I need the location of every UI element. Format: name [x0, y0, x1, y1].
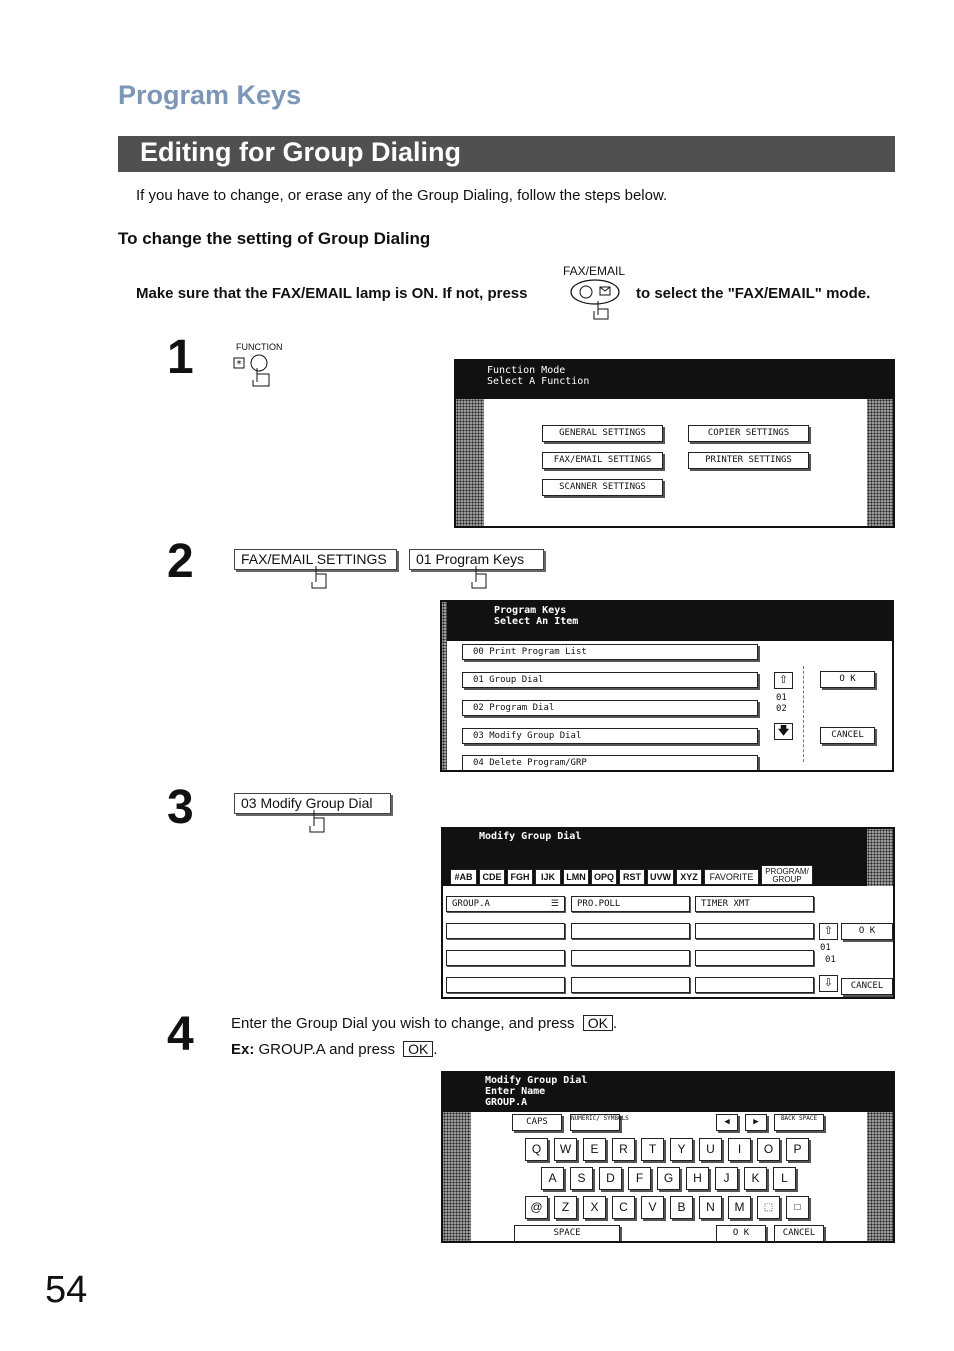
screen-title-line: Program Keys: [494, 605, 567, 616]
fax-email-label: FAX/EMAIL: [563, 264, 626, 278]
key-i[interactable]: I: [728, 1138, 751, 1161]
program-item-row[interactable]: 04 Delete Program/GRP: [462, 755, 758, 771]
key-o[interactable]: O: [757, 1138, 780, 1161]
entry-empty[interactable]: [695, 950, 814, 966]
page-indicator: 01 01: [820, 943, 836, 965]
tab-opq[interactable]: OPQ: [591, 869, 617, 885]
key-m[interactable]: M: [728, 1196, 751, 1219]
program-item-row[interactable]: 03 Modify Group Dial: [462, 728, 758, 744]
cursor-left-icon[interactable]: ◀: [716, 1114, 738, 1131]
ok-button[interactable]: O K: [841, 923, 893, 940]
step-3-number: 3: [167, 781, 194, 834]
space-button[interactable]: SPACE: [514, 1225, 620, 1242]
banner-title: Editing for Group Dialing: [140, 137, 461, 167]
tab-cde[interactable]: CDE: [479, 869, 505, 885]
entry-empty[interactable]: [571, 950, 690, 966]
ok-button[interactable]: O K: [820, 671, 875, 688]
dotted-square-icon[interactable]: ⬚: [757, 1196, 780, 1219]
cancel-button[interactable]: CANCEL: [774, 1225, 824, 1242]
key-s[interactable]: S: [570, 1167, 593, 1190]
screen-side-panel: [456, 399, 484, 528]
page-indicator: 01 02: [776, 693, 787, 714]
key-u[interactable]: U: [699, 1138, 722, 1161]
svg-text:*: *: [236, 359, 242, 370]
step-4-example: Ex: GROUP.A and press OK .: [231, 1041, 438, 1058]
subheading: To change the setting of Group Dialing: [118, 229, 431, 248]
key-k[interactable]: K: [744, 1167, 767, 1190]
tab-ijk[interactable]: IJK: [535, 869, 561, 885]
caps-button[interactable]: CAPS: [512, 1114, 562, 1131]
key-r[interactable]: R: [612, 1138, 635, 1161]
tab-favorite[interactable]: FAVORITE: [704, 869, 759, 885]
key-a[interactable]: A: [541, 1167, 564, 1190]
entry-empty[interactable]: [571, 977, 690, 993]
ok-key-inline: OK: [403, 1041, 433, 1057]
ok-button[interactable]: O K: [716, 1225, 766, 1242]
function-label: FUNCTION: [236, 342, 283, 352]
cancel-button[interactable]: CANCEL: [820, 727, 875, 744]
key-v[interactable]: V: [641, 1196, 664, 1219]
numeric-symbols-button[interactable]: NUMERIC/ SYMBOLS: [570, 1114, 620, 1131]
entry-timer-xmt[interactable]: TIMER XMT: [695, 896, 814, 912]
step-4-number: 4: [167, 1008, 194, 1061]
screen-title-line: Enter Name: [485, 1086, 546, 1097]
scanner-settings-button[interactable]: SCANNER SETTINGS: [542, 479, 663, 496]
general-settings-button[interactable]: GENERAL SETTINGS: [542, 425, 663, 442]
fax-email-settings-key[interactable]: FAX/EMAIL SETTINGS: [234, 549, 397, 570]
modify-group-dial-key[interactable]: 03 Modify Group Dial: [234, 793, 391, 814]
cancel-button[interactable]: CANCEL: [841, 978, 893, 995]
key-t[interactable]: T: [641, 1138, 664, 1161]
program-keys-key[interactable]: 01 Program Keys: [409, 549, 544, 570]
scroll-up-icon[interactable]: ⇧: [774, 672, 793, 689]
program-keys-screen: [440, 600, 894, 772]
program-item-row[interactable]: 01 Group Dial: [462, 672, 758, 688]
group-icon: ☰: [550, 899, 559, 909]
key-x[interactable]: X: [583, 1196, 606, 1219]
press-hand-icon: [306, 810, 332, 836]
key-z[interactable]: Z: [554, 1196, 577, 1219]
backspace-button[interactable]: BACK SPACE: [774, 1114, 824, 1131]
tab-fgh[interactable]: FGH: [507, 869, 533, 885]
section-title: Program Keys: [118, 80, 302, 110]
entry-empty[interactable]: [446, 977, 565, 993]
step-2-number: 2: [167, 535, 194, 588]
key-c[interactable]: C: [612, 1196, 635, 1219]
entry-empty[interactable]: [446, 923, 565, 939]
entry-pro-poll[interactable]: PRO.POLL: [571, 896, 690, 912]
screen-title: Modify Group Dial: [479, 831, 582, 842]
underscore-box-icon[interactable]: □: [786, 1196, 809, 1219]
screen-title-line: Select A Function: [487, 376, 590, 387]
tab-ab[interactable]: #AB: [450, 869, 477, 885]
key-w[interactable]: W: [554, 1138, 577, 1161]
copier-settings-button[interactable]: COPIER SETTINGS: [688, 425, 809, 442]
screen-side-panel: [867, 1112, 893, 1243]
page-number: 54: [45, 1269, 88, 1311]
page-banner: [118, 136, 895, 172]
tab-lmn[interactable]: LMN: [563, 869, 589, 885]
tab-uvw[interactable]: UVW: [647, 869, 674, 885]
key-e[interactable]: E: [583, 1138, 606, 1161]
tab-rst[interactable]: RST: [619, 869, 645, 885]
program-item-row[interactable]: 00 Print Program List: [462, 644, 758, 660]
entry-empty[interactable]: [446, 950, 565, 966]
step-4-instruction: Enter the Group Dial you wish to change, and press OK .: [231, 1015, 618, 1032]
function-key-icon[interactable]: [233, 354, 281, 392]
fax-email-settings-button[interactable]: FAX/EMAIL SETTINGS: [542, 452, 663, 469]
key-y[interactable]: Y: [670, 1138, 693, 1161]
press-hand-icon: [468, 566, 494, 592]
screen-side-panel: [443, 1112, 471, 1243]
step-1-number: 1: [167, 331, 194, 384]
cursor-right-icon[interactable]: ▶: [745, 1114, 767, 1131]
entry-group-a[interactable]: GROUP.A ☰: [446, 896, 565, 912]
key-d[interactable]: D: [599, 1167, 622, 1190]
screen-side-panel: [442, 602, 447, 772]
tab-xyz[interactable]: XYZ: [676, 869, 702, 885]
key-at[interactable]: @: [525, 1196, 548, 1219]
divider: [803, 666, 804, 762]
screen-title-line: Function Mode: [487, 365, 566, 376]
screen-title-line: GROUP.A: [485, 1097, 528, 1108]
entry-empty[interactable]: [695, 977, 814, 993]
key-g[interactable]: G: [657, 1167, 680, 1190]
function-mode-screen: [454, 359, 895, 528]
entry-empty[interactable]: [571, 923, 690, 939]
key-j[interactable]: J: [715, 1167, 738, 1190]
intro-text: If you have to change, or erase any of the Group Dialing, follow the steps below.: [136, 187, 668, 204]
scroll-down-icon[interactable]: ⇩: [819, 975, 838, 992]
tab-program-group[interactable]: PROGRAM/ GROUP: [761, 865, 813, 885]
key-l[interactable]: L: [773, 1167, 796, 1190]
key-f[interactable]: F: [628, 1167, 651, 1190]
screen-title-line: Modify Group Dial: [485, 1075, 588, 1086]
key-b[interactable]: B: [670, 1196, 693, 1219]
key-h[interactable]: H: [686, 1167, 709, 1190]
lamp-note-before: Make sure that the FAX/EMAIL lamp is ON. If not, press: [136, 285, 528, 302]
screen-side-panel: [867, 399, 893, 528]
program-item-row[interactable]: 02 Program Dial: [462, 700, 758, 716]
enter-name-screen: [441, 1071, 895, 1243]
printer-settings-button[interactable]: PRINTER SETTINGS: [688, 452, 809, 469]
entry-empty[interactable]: [695, 923, 814, 939]
ok-key-inline: OK: [583, 1015, 613, 1031]
lamp-note-after: to select the "FAX/EMAIL" mode.: [636, 285, 871, 302]
scroll-up-icon[interactable]: ⇧: [819, 923, 838, 940]
press-hand-icon: [308, 566, 334, 592]
scroll-down-icon[interactable]: 🡇: [774, 723, 793, 740]
fax-email-key-icon[interactable]: [568, 279, 622, 325]
modify-group-dial-screen: [441, 827, 895, 999]
key-n[interactable]: N: [699, 1196, 722, 1219]
key-q[interactable]: Q: [525, 1138, 548, 1161]
key-p[interactable]: P: [786, 1138, 809, 1161]
screen-title-line: Select An Item: [494, 616, 579, 627]
